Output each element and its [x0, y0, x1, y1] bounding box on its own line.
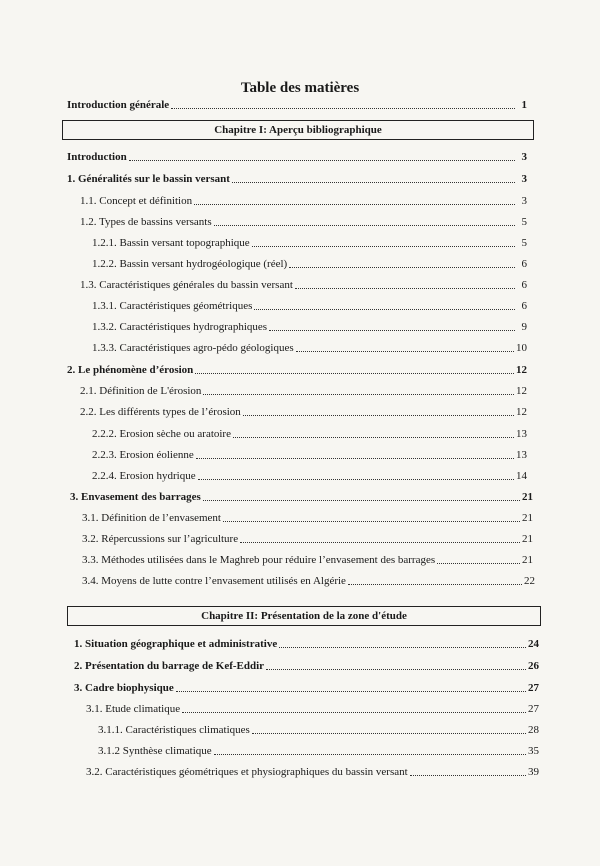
toc-entry — [92, 320, 527, 334]
toc-entry — [92, 341, 527, 355]
toc-page: 12 — [516, 385, 527, 397]
toc-entry — [86, 765, 539, 779]
toc-page: 21 — [522, 491, 533, 503]
toc-page: 6 — [521, 300, 527, 312]
toc-label: 2.1. Définition de L'érosion — [80, 385, 202, 397]
toc-entry — [92, 427, 527, 441]
toc-label: Introduction générale — [67, 99, 170, 111]
toc-page: 5 — [521, 216, 527, 228]
toc-page: 3 — [521, 151, 527, 163]
toc-label: 3.2. Caractéristiques géométriques et physiographiques du bassin versant — [86, 766, 408, 778]
toc-label: 3.2. Répercussions sur l’agriculture — [82, 533, 239, 545]
toc-page: 1 — [521, 99, 527, 111]
toc-entry — [80, 215, 527, 229]
toc-entry — [82, 574, 535, 588]
toc-label: 1. Généralités sur le bassin versant — [67, 173, 230, 185]
toc-entry — [80, 405, 527, 419]
toc-entry — [67, 150, 527, 164]
toc-label: 3.1. Définition de l’envasement — [82, 512, 221, 524]
toc-page: 13 — [516, 428, 527, 440]
toc-page: 21 — [522, 533, 533, 545]
toc-entry — [92, 299, 527, 313]
toc-label: 3.1.2 Synthèse climatique — [98, 745, 212, 757]
toc-page: 10 — [516, 342, 527, 354]
chapter-heading: Chapitre I: Aperçu bibliographique — [62, 120, 534, 140]
toc-label: 2.2.2. Erosion sèche ou aratoire — [92, 428, 231, 440]
toc-label: 1.3. Caractéristiques générales du bassin versant — [80, 279, 293, 291]
toc-label: 1.2.1. Bassin versant topographique — [92, 237, 250, 249]
toc-page: 3 — [521, 195, 527, 207]
toc-entry — [74, 637, 539, 651]
toc-label: 3. Cadre biophysique — [74, 682, 174, 694]
toc-label: 1.3.1. Caractéristiques géométriques — [92, 300, 253, 312]
toc-label: Introduction — [67, 151, 127, 163]
toc-page: 12 — [516, 364, 527, 376]
toc-entry — [82, 532, 533, 546]
toc-page: 24 — [528, 638, 539, 650]
toc-page: 13 — [516, 449, 527, 461]
toc-label: 1.3.2. Caractéristiques hydrographiques — [92, 321, 268, 333]
page-title: Table des matières — [240, 80, 360, 96]
toc-entry — [80, 194, 527, 208]
toc-page: 6 — [521, 258, 527, 270]
toc-entry — [67, 172, 527, 186]
toc-label: 2.2.3. Erosion éolienne — [92, 449, 194, 461]
toc-page: 6 — [521, 279, 527, 291]
toc-label: 2. Le phénomène d’érosion — [67, 364, 194, 376]
toc-page: 22 — [524, 575, 535, 587]
toc-entry — [74, 659, 539, 673]
toc-entry — [98, 723, 539, 737]
toc-page: 27 — [528, 682, 539, 694]
toc-page: 35 — [528, 745, 539, 757]
toc-entry — [82, 511, 533, 525]
toc-label: 1.1. Concept et définition — [80, 195, 193, 207]
toc-label: 1.2. Types de bassins versants — [80, 216, 212, 228]
toc-page: 14 — [516, 470, 527, 482]
toc-label: 1.2.2. Bassin versant hydrogéologique (réel) — [92, 258, 288, 270]
toc-entry — [98, 744, 539, 758]
toc-page: 28 — [528, 724, 539, 736]
toc-entry — [92, 236, 527, 250]
toc-entry — [86, 702, 539, 716]
toc-label: 1. Situation géographique et administrative — [74, 638, 278, 650]
toc-label: 2.2.4. Erosion hydrique — [92, 470, 196, 482]
toc-entry — [80, 278, 527, 292]
toc-page: 21 — [522, 512, 533, 524]
toc-entry — [92, 469, 527, 483]
toc-entry — [74, 681, 539, 695]
toc-label: 2. Présentation du barrage de Kef-Eddir — [74, 660, 265, 672]
toc-entry — [92, 257, 527, 271]
toc-label: 3.3. Méthodes utilisées dans le Maghreb pour réduire l’envasement des barrages — [82, 554, 436, 566]
toc-label: 1.3.3. Caractéristiques agro-pédo géologiques — [92, 342, 294, 354]
toc-label: 3.1.1. Caractéristiques climatiques — [98, 724, 250, 736]
toc-page: 27 — [528, 703, 539, 715]
toc-entry — [92, 448, 527, 462]
toc-entry — [82, 553, 533, 567]
chapter-heading: Chapitre II: Présentation de la zone d'étude — [67, 606, 541, 626]
toc-page: 26 — [528, 660, 539, 672]
toc-label: 3.4. Moyens de lutte contre l’envasement utilisés en Algérie — [82, 575, 346, 587]
toc-label: 3.1. Etude climatique — [86, 703, 181, 715]
toc-entry-intro — [67, 98, 527, 112]
toc-entry — [70, 490, 533, 504]
toc-entry — [80, 384, 527, 398]
toc-page: 12 — [516, 406, 527, 418]
toc-label: 3. Envasement des barrages — [70, 491, 201, 503]
toc-page: 3 — [521, 173, 527, 185]
toc-page: 9 — [521, 321, 527, 333]
toc-page: 39 — [528, 766, 539, 778]
toc-label: 2.2. Les différents types de l’érosion — [80, 406, 241, 418]
toc-page: 21 — [522, 554, 533, 566]
toc-page: 5 — [521, 237, 527, 249]
toc-entry — [67, 363, 527, 377]
